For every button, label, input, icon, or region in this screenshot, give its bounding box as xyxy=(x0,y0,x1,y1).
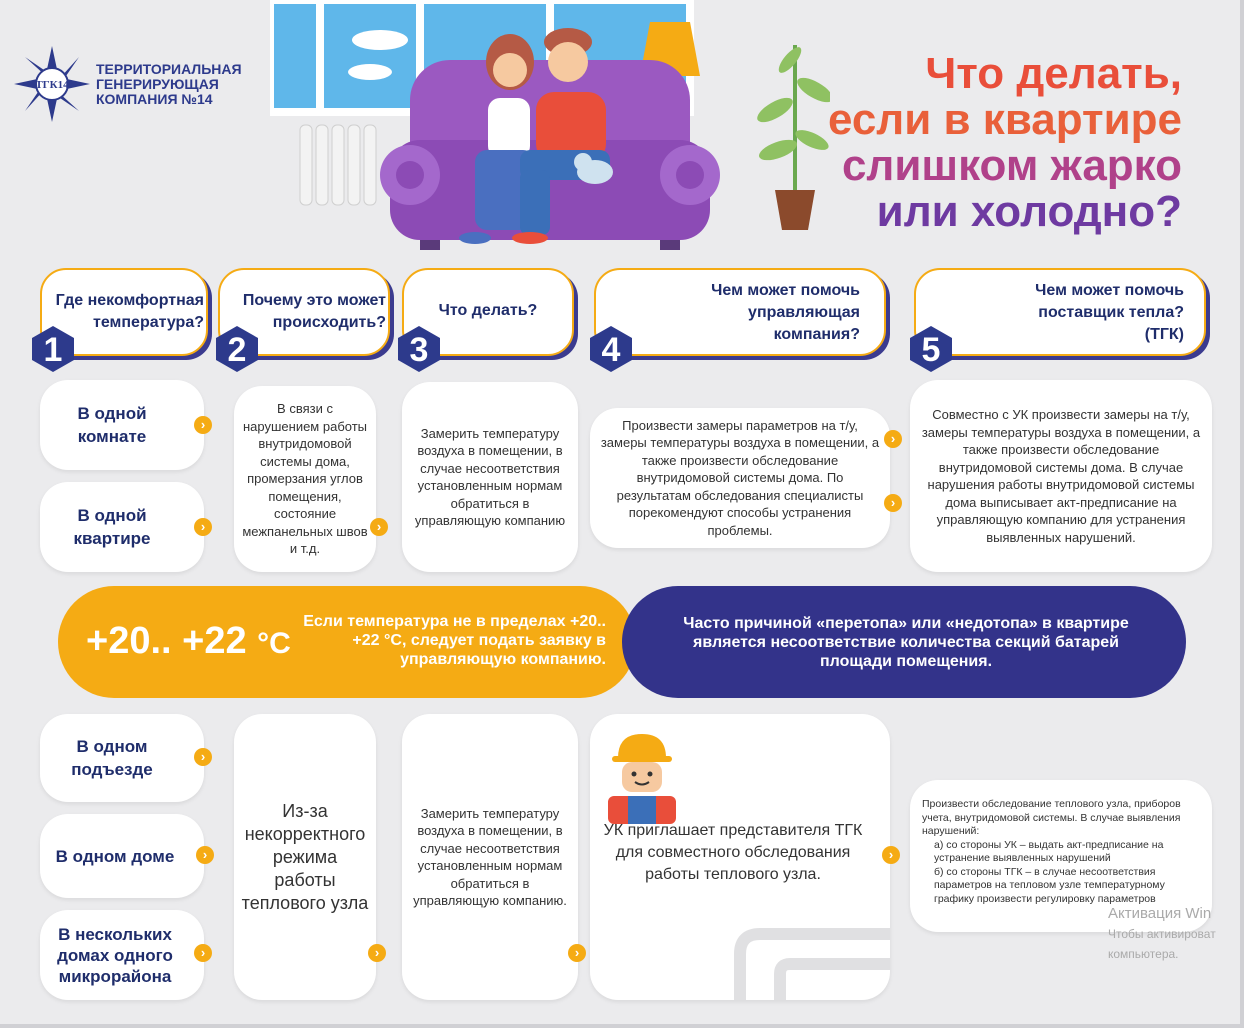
reason-card-bottom: Из-за некорректного режима работы теплового узла xyxy=(234,714,376,1000)
arrow-right-icon: › xyxy=(194,748,212,766)
arrow-right-icon: › xyxy=(194,944,212,962)
watermark-line-3: компьютера. xyxy=(1108,947,1179,961)
location-card-apartment: В одной квартире xyxy=(40,482,204,572)
logo-line-2: ГЕНЕРИРУЮЩАЯ xyxy=(96,76,219,92)
illustration-couple-on-sofa xyxy=(270,0,830,250)
logo xyxy=(12,44,262,124)
arrow-right-icon: › xyxy=(370,518,388,536)
tgk-bottom-item-b: б) со стороны ТГК – в случае несоответствия параметров на тепловом узле температурному графику произвести регулировку параметров xyxy=(934,865,1165,905)
tgk-card-top: Совместно с УК произвести замеры на т/у, замеры температуры воздуха в помещении, а также произвести обследование внутридомовой системы дома. В случае нарушения работы внутридомовой системы дома выписывает акт-предписание на управляющую компанию для устранения выявленных нарушений. xyxy=(910,380,1212,572)
arrow-right-icon: › xyxy=(884,494,902,512)
column-header-2-text: Почему это может происходить? xyxy=(242,292,386,331)
location-card-entrance: В одном подъезде xyxy=(40,714,204,802)
column-number-3: 3 xyxy=(398,326,440,372)
arrow-right-icon: › xyxy=(194,518,212,536)
column-header-4-text: Чем может помочь управляющая компания? xyxy=(711,282,860,343)
watermark-line-2: Чтобы активироват xyxy=(1108,927,1216,941)
worker-icon xyxy=(604,724,680,824)
title-line-2: если в квартире xyxy=(827,95,1182,144)
tgk-bottom-item-a: а) со стороны УК – выдать акт-предписание на устранение выявленных нарушений xyxy=(934,838,1164,864)
temperature-banner xyxy=(58,586,636,698)
watermark-line-1: Активация Win xyxy=(1108,905,1212,922)
column-number-4: 4 xyxy=(590,326,632,372)
column-number-2: 2 xyxy=(216,326,258,372)
column-number-5: 5 xyxy=(910,326,952,372)
cause-banner xyxy=(622,586,1186,698)
action-card-top: Замерить температуру воздуха в помещении, в случае несоответствия установленным нормам обратиться в управляющую компанию xyxy=(402,382,578,572)
arrow-right-icon: › xyxy=(196,846,214,864)
pipes-decoration xyxy=(690,924,890,1000)
arrow-right-icon: › xyxy=(368,944,386,962)
logo-line-3: КОМПАНИЯ №14 xyxy=(96,91,213,107)
title-line-1: Что делать, xyxy=(925,49,1182,98)
temperature-value: +20.. +22 °C xyxy=(86,620,291,662)
arrow-right-icon: › xyxy=(194,416,212,434)
svg-text:ТГК14: ТГК14 xyxy=(35,79,69,91)
arrow-right-icon: › xyxy=(884,430,902,448)
uk-card-bottom xyxy=(590,714,890,1000)
uk-bottom-text: УК приглашает представителя ТГК для совместного обследования работы теплового узла. xyxy=(603,822,863,883)
action-card-bottom: Замерить температуру воздуха в помещении, в случае несоответствия установленным нормам обратиться в управляющую компанию. xyxy=(402,714,578,1000)
activation-watermark xyxy=(1108,904,1216,964)
arrow-right-icon: › xyxy=(568,944,586,962)
column-header-5-text: Чем может помочь поставщик тепла? (ТГК) xyxy=(1035,282,1184,343)
title-line-4: или холодно? xyxy=(876,187,1182,236)
column-number-1: 1 xyxy=(32,326,74,372)
logo-line-1: ТЕРРИТОРИАЛЬНАЯ xyxy=(96,61,242,77)
title-line-3: слишком жарко xyxy=(841,141,1182,190)
logo-emblem xyxy=(12,44,92,124)
cause-text: Часто причиной «перетопа» или «недотопа» в квартире является несоответствие количества секций батарей площади помещения. xyxy=(683,615,1129,670)
column-header-3-text: Что делать? xyxy=(438,302,538,319)
temperature-text: Если температура не в пределах +20.. +22 °C, следует подать заявку в управляющую компанию. xyxy=(303,613,606,668)
uk-card-top: Произвести замеры параметров на т/у, замеры температуры воздуха в помещении, а также произвести обследование внутридомовой системы дома. По результатам обследования специалисты порекомендуют способы устранения проблемы. xyxy=(590,408,890,548)
tgk-bottom-intro: Произвести обследование теплового узла, приборов учета, внутридомовой системы. В случае выявления нарушений: xyxy=(922,798,1181,837)
arrow-right-icon: › xyxy=(882,846,900,864)
location-card-building: В одном доме xyxy=(40,814,204,898)
location-card-room: В одной комнате xyxy=(40,380,204,470)
column-header-1-text: Где некомфортная температура? xyxy=(55,292,204,331)
reason-card-top: В связи с нарушением работы внутридомовой системы дома, промерзания углов помещения, состояние межпанельных швов и т.д. xyxy=(234,386,376,572)
location-card-district: В нескольких домах одного микрорайона xyxy=(40,910,204,1000)
